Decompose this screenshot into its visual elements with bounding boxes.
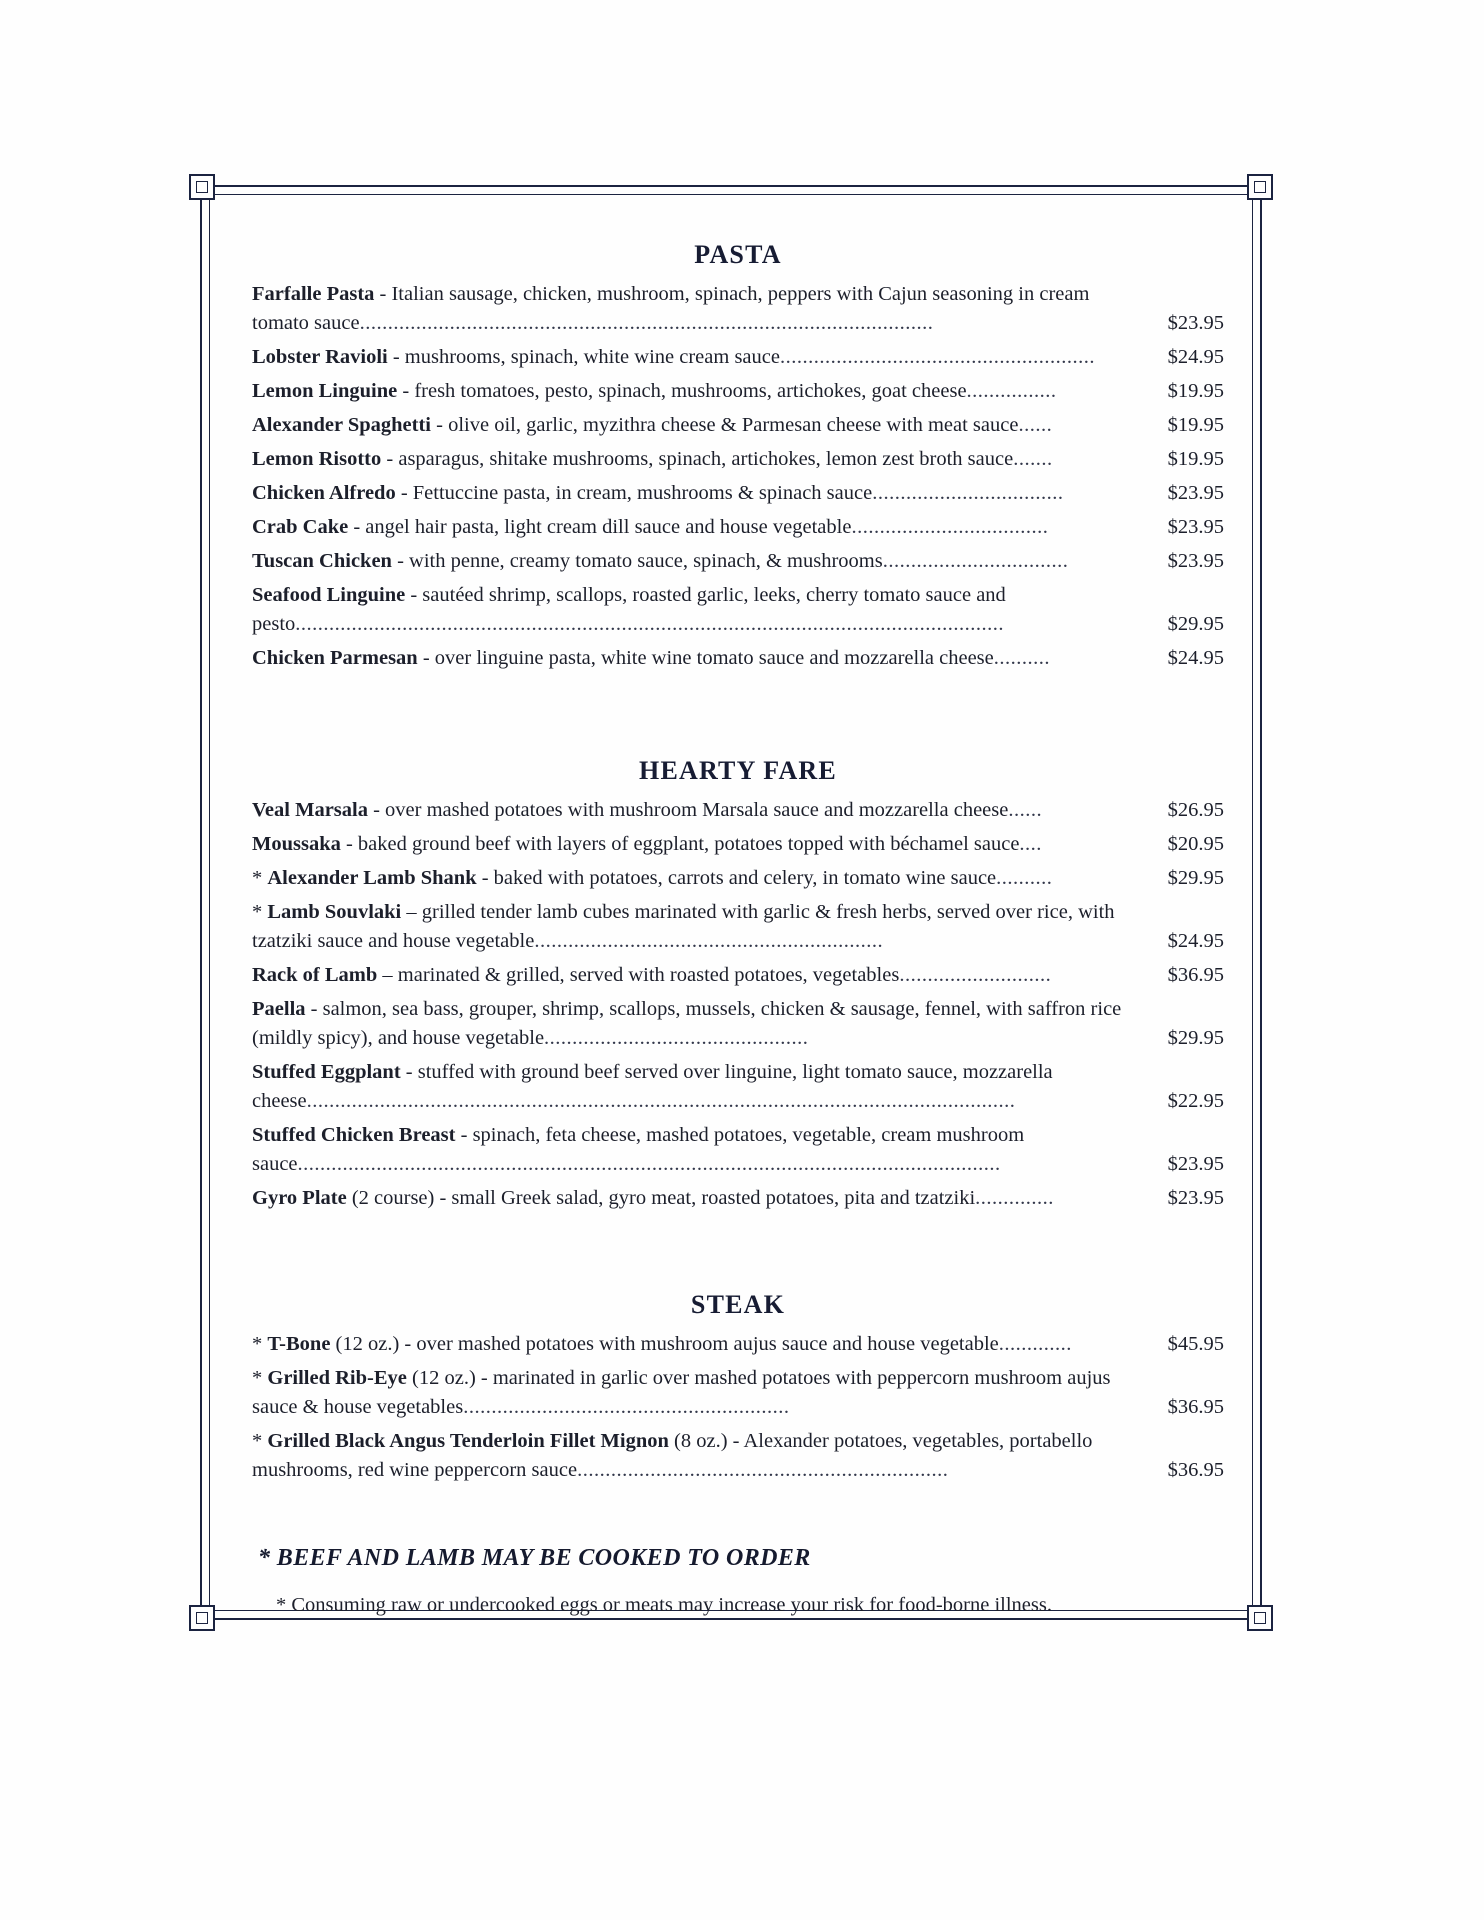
menu-item-description: - spinach, feta cheese, mashed potatoes, vegetable, cream mushroom sauce [252,1124,1025,1175]
menu-item-price: $19.95 [1167,414,1224,436]
menu-item-name: Stuffed Eggplant [252,1061,401,1083]
menu-item-price: $29.95 [1167,1027,1224,1049]
menu-item [252,1364,1224,1422]
section-pasta [252,240,1224,673]
leader-dots: .......... [996,867,1053,889]
menu-item-name: Lobster Ravioli [252,346,388,368]
menu-item-price: $36.95 [1167,1459,1224,1481]
menu-item-price: $23.95 [1167,312,1224,334]
menu-item-name: Moussaka [252,833,341,855]
menu-item [252,995,1224,1053]
menu-item [252,513,1224,542]
menu-item-price: $45.95 [1167,1333,1224,1355]
leader-dots: .............................................................. [534,930,884,952]
menu-item-star: * [252,1367,263,1389]
leader-dots: .................................. [872,482,1064,504]
menu-item-price: $20.95 [1167,833,1224,855]
menu-item-price: $23.95 [1167,516,1224,538]
menu-item-description: – grilled tender lamb cubes marinated with garlic & fresh herbs, served over rice, with tzatziki sauce and house vegetable [252,901,1115,952]
menu-item-price: $23.95 [1167,1187,1224,1209]
menu-item-price: $36.95 [1167,1396,1224,1418]
menu-item-description: - asparagus, shitake mushrooms, spinach, artichokes, lemon zest broth sauce [381,448,1014,470]
menu-item-price: $22.95 [1167,1090,1224,1112]
menu-item-description: - with penne, creamy tomato sauce, spinach, & mushrooms [391,550,883,572]
menu-item-price: $26.95 [1167,799,1224,821]
menu-item-description: - fresh tomatoes, pesto, spinach, mushrooms, artichokes, goat cheese [397,380,967,402]
menu-item-name: Crab Cake [252,516,349,538]
menu-item-description: - over mashed potatoes with mushroom Marsala sauce and mozzarella cheese [367,799,1009,821]
corner-ornament-bottom-right [1247,1605,1273,1631]
leader-dots: ................................... [851,516,1049,538]
menu-item-name: Lamb Souvlaki [267,901,402,923]
menu-item-star: * [252,1333,263,1355]
leader-dots: .............. [975,1187,1054,1209]
menu-item [252,280,1224,338]
leader-dots: ............................................................................................................................. [297,1153,1001,1175]
leader-dots: ...... [1008,799,1043,821]
section-title-pasta: PASTA [694,240,782,269]
menu-item [252,377,1224,406]
menu-item-price: $24.95 [1167,930,1224,952]
leader-dots: ...... [1018,414,1053,436]
menu-item [252,796,1224,825]
menu-item-description: - over linguine pasta, white wine tomato sauce and mozzarella cheese [417,647,994,669]
menu-item-name: Grilled Rib-Eye [267,1367,407,1389]
menu-item [252,1184,1224,1213]
menu-item [252,1121,1224,1179]
menu-item [252,961,1224,990]
menu-item-description: - sautéed shrimp, scallops, roasted garlic, leeks, cherry tomato sauce and pesto [252,584,1006,635]
leader-dots: .... [1019,833,1042,855]
menu-item-description: (2 course) - small Greek salad, gyro meat, roasted potatoes, pita and tzatziki [346,1187,976,1209]
menu-item [252,479,1224,508]
section-spacer [252,678,1224,756]
menu-item-name: Stuffed Chicken Breast [252,1124,456,1146]
menu-item-price: $36.95 [1167,964,1224,986]
corner-ornament-bottom-left [189,1605,215,1631]
leader-dots: .......................................................... [463,1396,790,1418]
leader-dots: ................................. [882,550,1069,572]
menu-item-name: Veal Marsala [252,799,368,821]
leader-dots: ........................................................ [779,346,1095,368]
menu-item-name: Farfalle Pasta [252,283,375,305]
menu-item-description: (12 oz.) - marinated in garlic over mashed potatoes with peppercorn mushroom aujus sauce & house vegetables [252,1367,1111,1418]
menu-item [252,830,1224,859]
cooked-to-order-notice: * BEEF AND LAMB MAY BE COOKED TO ORDER [258,1545,811,1571]
menu-item-name: Gyro Plate [252,1187,347,1209]
menu-item-star: * [252,1430,263,1452]
menu-item-description: – marinated & grilled, served with roasted potatoes, vegetables [377,964,900,986]
menu-item-name: Alexander Lamb Shank [267,867,477,889]
menu-item-price: $19.95 [1167,380,1224,402]
leader-dots: ................ [966,380,1057,402]
menu-item [252,411,1224,440]
leader-dots: ...................................................................................................... [359,312,934,334]
menu-item [252,1427,1224,1485]
menu-item-name: T-Bone [267,1333,331,1355]
menu-item-description: - stuffed with ground beef served over linguine, light tomato sauce, mozzarella cheese [252,1061,1053,1112]
section-title-steak: STEAK [690,1290,786,1319]
menu-item-star: * [252,901,263,923]
menu-item [252,547,1224,576]
menu-item-description: - baked ground beef with layers of eggplant, potatoes topped with béchamel sauce [340,833,1020,855]
menu-item-name: Seafood Linguine [252,584,406,606]
section-spacer [252,1218,1224,1290]
menu-item-description: - mushrooms, spinach, white wine cream sauce [387,346,780,368]
menu-item-star: * [252,867,263,889]
menu-item-name: Chicken Alfredo [252,482,396,504]
leader-dots: .................................................................. [577,1459,949,1481]
menu-item-description: - olive oil, garlic, myzithra cheese & Parmesan cheese with meat sauce [431,414,1019,436]
menu-item-price: $23.95 [1167,482,1224,504]
menu-item [252,445,1224,474]
menu-item [252,343,1224,372]
menu-item-name: Alexander Spaghetti [252,414,432,436]
menu-item-description: (12 oz.) - over mashed potatoes with mushroom aujus sauce and house vegetable [330,1333,999,1355]
menu-item [252,864,1224,893]
menu-item-price: $19.95 [1167,448,1224,470]
leader-dots: .............................................................................................................................. [295,613,1005,635]
menu-item-name: Chicken Parmesan [252,647,418,669]
menu-item-price: $23.95 [1167,1153,1224,1175]
leader-dots: ............................................... [544,1027,809,1049]
menu-item-description: - angel hair pasta, light cream dill sauce and house vegetable [348,516,852,538]
menu-item-name: Rack of Lamb [252,964,378,986]
menu-item [252,1058,1224,1116]
menu-content [252,240,1224,1617]
menu-item-description: (8 oz.) - Alexander potatoes, vegetables, portabello mushrooms, red wine peppercorn sauce [252,1430,1093,1481]
menu-item-description: - Fettuccine pasta, in cream, mushrooms & spinach sauce [395,482,873,504]
menu-item-name: Lemon Risotto [252,448,382,470]
menu-item-description: - baked with potatoes, carrots and celery, in tomato wine sauce [476,867,997,889]
section-hearty-fare [252,756,1224,1213]
leader-dots: .............................................................................................................................. [306,1090,1016,1112]
menu-item [252,898,1224,956]
menu-item [252,644,1224,673]
menu-item-price: $29.95 [1167,867,1224,889]
menu-item-price: $24.95 [1167,346,1224,368]
menu-item [252,581,1224,639]
section-title-hearty-fare: HEARTY FARE [639,756,837,785]
menu-item [252,1330,1224,1359]
menu-item-description: - Italian sausage, chicken, mushroom, spinach, peppers with Cajun seasoning in cream tomato sauce [252,283,1090,334]
leader-dots: ............. [998,1333,1072,1355]
menu-item-description: - salmon, sea bass, grouper, shrimp, scallops, mussels, chicken & sausage, fennel, with saffron rice (mildly spicy), and house vegetable [252,998,1122,1049]
menu-item-price: $29.95 [1167,613,1224,635]
leader-dots: .......... [993,647,1050,669]
food-safety-disclaimer: * Consuming raw or undercooked eggs or meats may increase your risk for food-borne illness. [276,1594,1052,1616]
section-steak [252,1290,1224,1485]
menu-item-price: $23.95 [1167,550,1224,572]
leader-dots: ........................... [899,964,1052,986]
menu-item-name: Lemon Linguine [252,380,398,402]
menu-item-name: Tuscan Chicken [252,550,392,572]
leader-dots: ....... [1013,448,1053,470]
menu-item-price: $24.95 [1167,647,1224,669]
corner-ornament-top-left [189,174,215,200]
corner-ornament-top-right [1247,174,1273,200]
menu-item-name: Grilled Black Angus Tenderloin Fillet Mignon [267,1430,669,1452]
menu-item-name: Paella [252,998,306,1020]
